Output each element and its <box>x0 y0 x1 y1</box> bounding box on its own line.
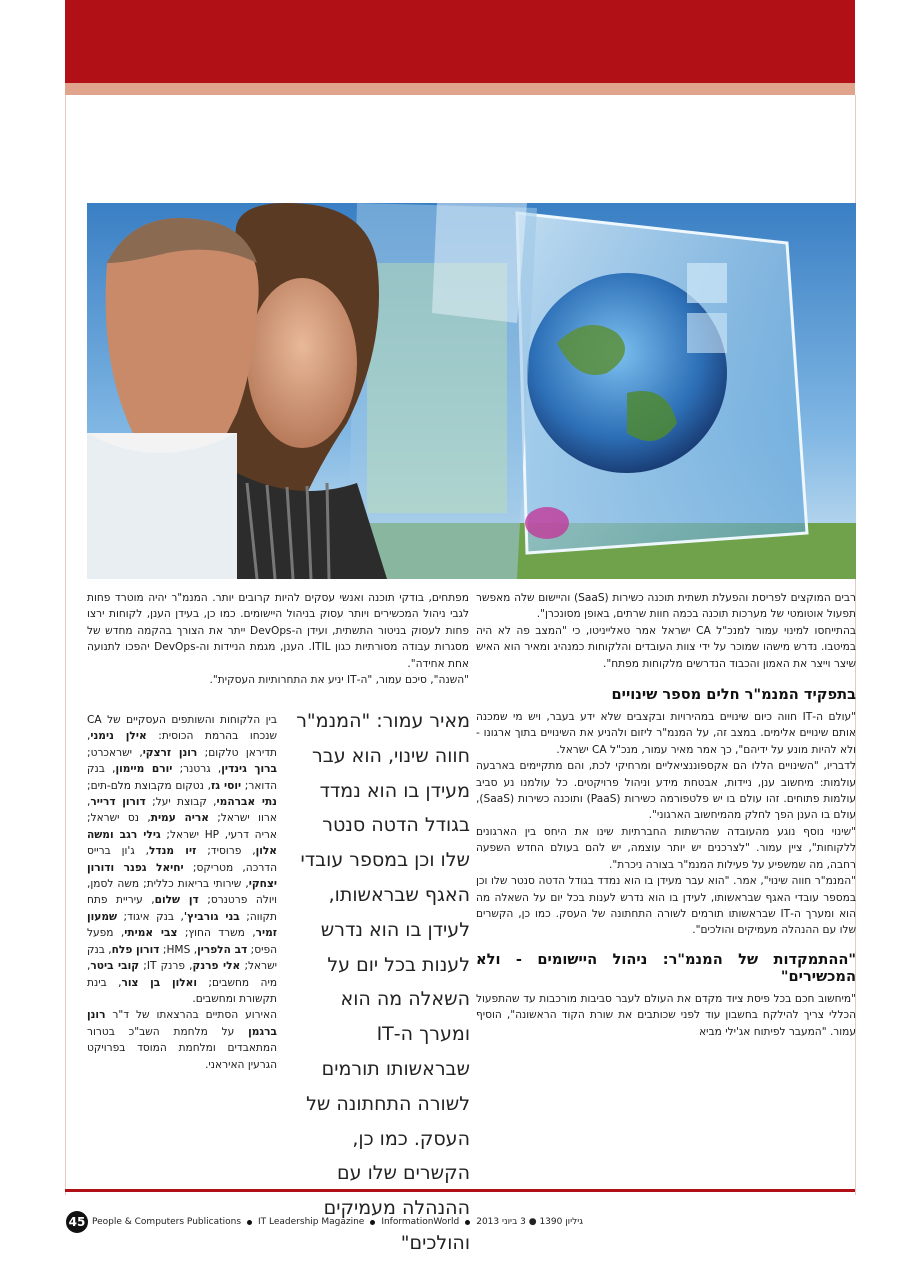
frame-line-left <box>65 95 66 1195</box>
bullet-icon <box>247 1220 252 1225</box>
paragraph: "עולם ה-IT חווה כיום שינויים במהירויות ובקצבים שלא ידע בעבר, ויש מי שמכנה אותם שינויים אלימים. במצב זה, על המנמ"ר ליזום ולהניע את השינויים בתוך ארגונו - ולא להיות מונע על ידיהם", כך אמר מאיר עמור, מנכ"ל CA ישראל. <box>476 711 856 756</box>
article-column-right <box>476 590 856 1175</box>
issue-info: גיליון 1390 ● 3 ביוני 2013 <box>476 1217 583 1227</box>
paragraph: מפתחים, בודקי תוכנה ואנשי עסקים להיות קרובים יותר. המנמ"ר יהיה מוטרד פחות לגבי ניהול המכשירים ויותר עסוק בניהול היישומים. כמו כן, בעידן הענן, לקוחות ירצו פחות לעסוק בניטור התשתית, ועידן ה-DevOps ייתר את הצורך בהקמה מחדש של מסגרות עבודה מסורתיות כגון ITIL. הענן, מגמת הניידות וה-DevOps יהפכו לתנועה אחת אחידה". <box>87 592 469 670</box>
site-name: InformationWorld <box>381 1217 460 1227</box>
attendees-paragraph: בין הלקוחות והשותפים העסקיים של CA שנכחו בהרמת הכוסית: אילן נימני, תדיראן טלקום; רונן זרצקי, ישראכרט; ברוך גינדין, גרטנר; יורם מיימון, בנק הדואר; יוסי גז, נטקום מקבוצת מלם-תים; נתי אברהמי, קבוצת יעל; דורון דרייר, ארוו ישראל; אריה עמית, נס ישראל; אריה דרעי, HP ישראל; גילי רגב ומשה אלון, פרוסיד; זיו מנדל, ג'ון ברייס הדרכה, מטריקס; יחיאל גפנר ודורון יצחקי, שירותי בריאות כללית; משה לסמן, ויולה פרטנרס; דן שלום, עיריית פתח תקווה; בני גורביץ', בנק איגוד; שמעון זמיר, משרד החוץ; צבי אמיתי, מפעל הפיס; דב הלפרין, HMS; דורון פלח, בנק ישראל; אלי פרנק, פרנק IT; קובי ביטר, מיה מחשבים; ואלון בן צור, בינת תקשורת ומחשבים. <box>87 714 278 1005</box>
pull-quote-text: מאיר עמור: "המנמ"ר חווה שינוי, הוא עבר מעידן בו הוא נמדד בגודל הדטה סנטר שלו וכן במספר עובדי האגף שבראשותו, לעידן בו הוא נדרש לענות בכל יום על השאלה מה הוא ומערך ה-IT שבראשותו תורמים לשורה התחתונה של העסק. כמו כן, הקשרים שלו עם ההנהלה מעמיקים והולכים" <box>296 710 470 1254</box>
section-heading: "ההתמקדות של המנמ"ר: ניהול היישומים - ולא המכשירים" <box>476 950 856 985</box>
paragraph: לדבריו, "השינויים הללו הם אקספוננציאליים ומרחיקי לכת, והם מתקיימים בארבעה עולמות: מיחשוב ענן, ניידות, אבטחת מידע וניהול פרויקטים. כל עולמנו נע סביב עולמות פתוחים. זהו עולם בו יש פלטפורמה כשירות (PaaS) ותוכנה כשירות (SaaS), עולם בו הענן הפך לחלק מהמיחשוב הארגוני". <box>476 760 856 822</box>
magazine-name: IT Leadership Magazine <box>258 1217 365 1227</box>
bullet-icon <box>370 1220 375 1225</box>
page-number: 45 <box>66 1211 88 1233</box>
closing-paragraph: האירוע הסתיים בהרצאתו של ד"ר רונן ברגמן על מלחמת השב"כ בטרור המתאבדים ומלחמת המוסד בפרויקט הגרעין האיראני. <box>87 1009 277 1071</box>
footer-rule <box>65 1189 855 1192</box>
page-footer <box>66 1211 583 1233</box>
section-heading: בתפקיד המנמ"ר חלים מספר שינויים <box>611 686 856 704</box>
bullet-icon <box>465 1220 470 1225</box>
paragraph: רבים המוקצים לפריסת והפעלת תשתית תוכנה כשירות (SaaS) והיישום שלה מאפשר תפעול אוטומטי של מערכות תוכנה בכמה חוות שרתים, באופן מסונכרן". <box>476 592 857 621</box>
article-photo <box>87 203 856 579</box>
article-column-left-narrow <box>87 712 277 1177</box>
publisher-name: People & Computers Publications <box>92 1217 242 1227</box>
paragraph: "מיחשוב חכם בכל פיסת ציוד מקדם את העולם לעבר סביבות מורכבות עד שהתפעול הכללי צריך להילקח בחשבון עוד לפני שכותבים את שורת הקוד הראשונה", הוסיף עמור. "המעבר לפיתוח אג'ילי מביא <box>476 992 856 1038</box>
paragraph: "המנמ"ר חווה שינוי", אמר. "הוא עבר מעידן בו הוא נמדד בגודל הדטה סנטר שלו וכן במספר עובדי האגף שבראשותו, לעידן בו הוא נדרש לענות בכל יום על השאלה מה הוא ומערך ה-IT שבראשותו תורמים לשורה התחתונה של העסק. כמו כן, הקשרים שלו עם ההנהלה מעמיקים והולכים". <box>476 875 856 937</box>
paragraph: "שינוי נוסף נוגע מהעובדה שהרשתות החברתיות שינו את היחס בין הארגונים ללקוחות", ציין עמור. "לצרכנים יש יותר עוצמה, יש להם בעולם החדש השפעה רחבה, מה שמשפיע על פעילות המנמ"ר בצורה ניכרת". <box>476 825 856 871</box>
article-column-left-top <box>87 590 469 710</box>
header-stripe <box>65 83 855 95</box>
paragraph: בהתייחסו למינוי עמור למנכ"ל CA ישראל אמר טאלייניטו, כי "המצב פה לא היה במיטבו. נדרש מישהו שמוכר על ידי צוות העובדים והלקוחות כמנהיג ומאיר הוא האיש שיצר וייצר את האמון והכבוד הנדרשים מלקוחות מפתח". <box>476 624 856 670</box>
paragraph: "השנה", סיכם עמור, "ה-IT יניע את התחרותיות העסקית". <box>209 674 469 687</box>
header-band <box>65 0 855 83</box>
